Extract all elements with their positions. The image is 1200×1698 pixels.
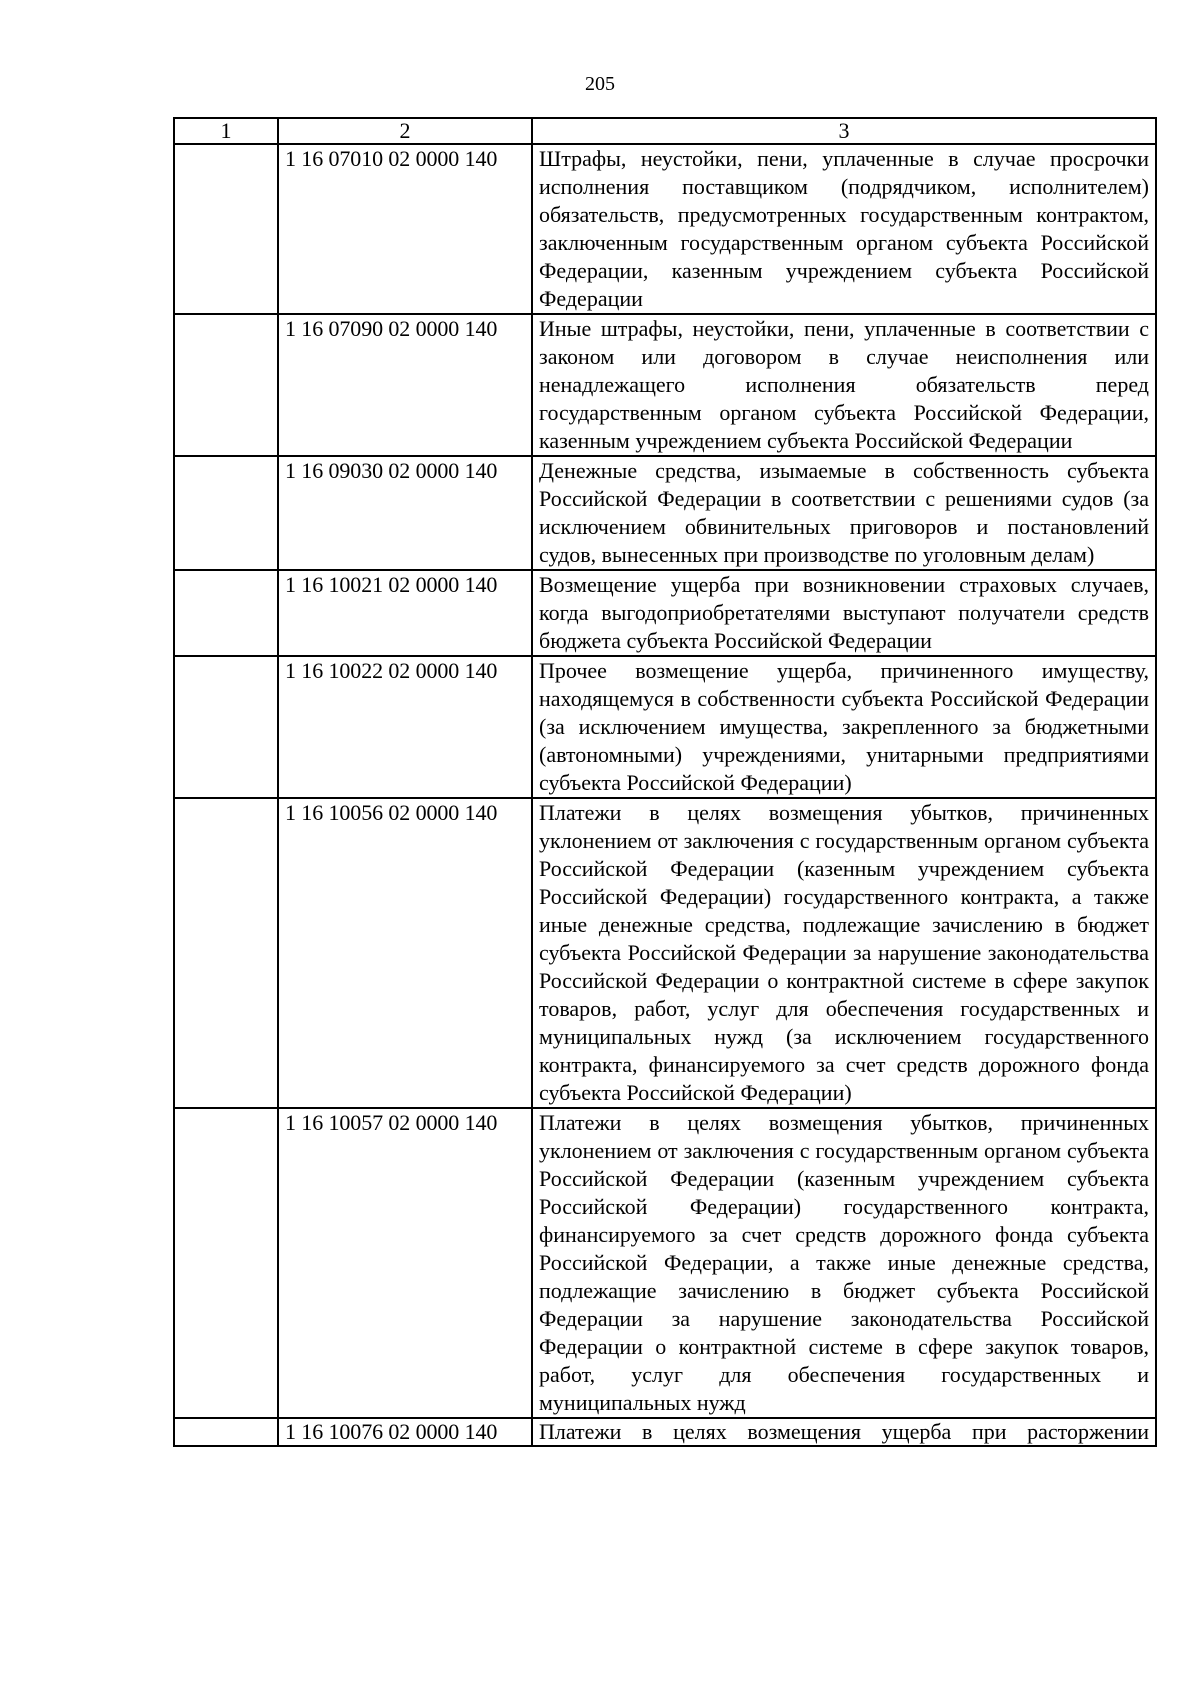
- table-row: [174, 144, 1156, 314]
- table-row: [174, 1418, 1156, 1446]
- row-col-1: [174, 1418, 278, 1446]
- header-col-1: 1: [174, 118, 278, 144]
- row-col-1: [174, 798, 278, 1108]
- revenue-description: Возмещение ущерба при возникновении страховых случаев, когда выгодоприобретателями выступают получатели средств бюджета субъекта Российской Федерации: [532, 570, 1156, 656]
- row-col-1: [174, 144, 278, 314]
- revenue-description: Прочее возмещение ущерба, причиненного имуществу, находящемуся в собственности субъекта Российской Федерации (за исключением имущества, закрепленного за бюджетными (автономными) учреждениями, унитарными предприятиями субъекта Российской Федерации): [532, 656, 1156, 798]
- budget-code: 1 16 10021 02 0000 140: [278, 570, 532, 656]
- revenue-description: Платежи в целях возмещения ущерба при расторжении: [532, 1418, 1156, 1446]
- table-header-row: [174, 118, 1156, 144]
- budget-code: 1 16 07090 02 0000 140: [278, 314, 532, 456]
- budget-code: 1 16 07010 02 0000 140: [278, 144, 532, 314]
- table-row: [174, 798, 1156, 1108]
- budget-classification-table: [173, 117, 1157, 1447]
- budget-code: 1 16 10076 02 0000 140: [278, 1418, 532, 1446]
- table-row: [174, 1108, 1156, 1418]
- page-number: 205: [585, 73, 615, 95]
- revenue-description: Платежи в целях возмещения убытков, причиненных уклонением от заключения с государственным органом субъекта Российской Федерации (казенным учреждением субъекта Российской Федерации) государственного контракта, финансируемого за счет средств дорожного фонда субъекта Российской Федерации, а также иные денежные средства, подлежащие зачислению в бюджет субъекта Российской Федерации за нарушение законодательства Российской Федерации о контрактной системе в сфере закупок товаров, работ, услуг для обеспечения государственных и муниципальных нужд: [532, 1108, 1156, 1418]
- header-col-3: 3: [532, 118, 1156, 144]
- budget-code: 1 16 09030 02 0000 140: [278, 456, 532, 570]
- revenue-description: Иные штрафы, неустойки, пени, уплаченные в соответствии с законом или договором в случае неисполнения или ненадлежащего исполнения обязательств перед государственным органом субъекта Российской Федерации, казенным учреждением субъекта Российской Федерации: [532, 314, 1156, 456]
- table-row: [174, 656, 1156, 798]
- revenue-description: Платежи в целях возмещения убытков, причиненных уклонением от заключения с государственным органом субъекта Российской Федерации (казенным учреждением субъекта Российской Федерации) государственного контракта, а также иные денежные средства, подлежащие зачислению в бюджет субъекта Российской Федерации за нарушение законодательства Российской Федерации о контрактной системе в сфере закупок товаров, работ, услуг для обеспечения государственных и муниципальных нужд (за исключением государственного контракта, финансируемого за счет средств дорожного фонда субъекта Российской Федерации): [532, 798, 1156, 1108]
- row-col-1: [174, 456, 278, 570]
- row-col-1: [174, 314, 278, 456]
- budget-code: 1 16 10056 02 0000 140: [278, 798, 532, 1108]
- row-col-1: [174, 656, 278, 798]
- table-row: [174, 570, 1156, 656]
- row-col-1: [174, 1108, 278, 1418]
- revenue-description: Денежные средства, изымаемые в собственность субъекта Российской Федерации в соответствии с решениями судов (за исключением обвинительных приговоров и постановлений судов, вынесенных при производстве по уголовным делам): [532, 456, 1156, 570]
- table-row: [174, 314, 1156, 456]
- budget-code: 1 16 10022 02 0000 140: [278, 656, 532, 798]
- row-col-1: [174, 570, 278, 656]
- table-row: [174, 456, 1156, 570]
- header-col-2: 2: [278, 118, 532, 144]
- budget-code: 1 16 10057 02 0000 140: [278, 1108, 532, 1418]
- revenue-description: Штрафы, неустойки, пени, уплаченные в случае просрочки исполнения поставщиком (подрядчиком, исполнителем) обязательств, предусмотренных государственным контрактом, заключенным государственным органом субъекта Российской Федерации, казенным учреждением субъекта Российской Федерации: [532, 144, 1156, 314]
